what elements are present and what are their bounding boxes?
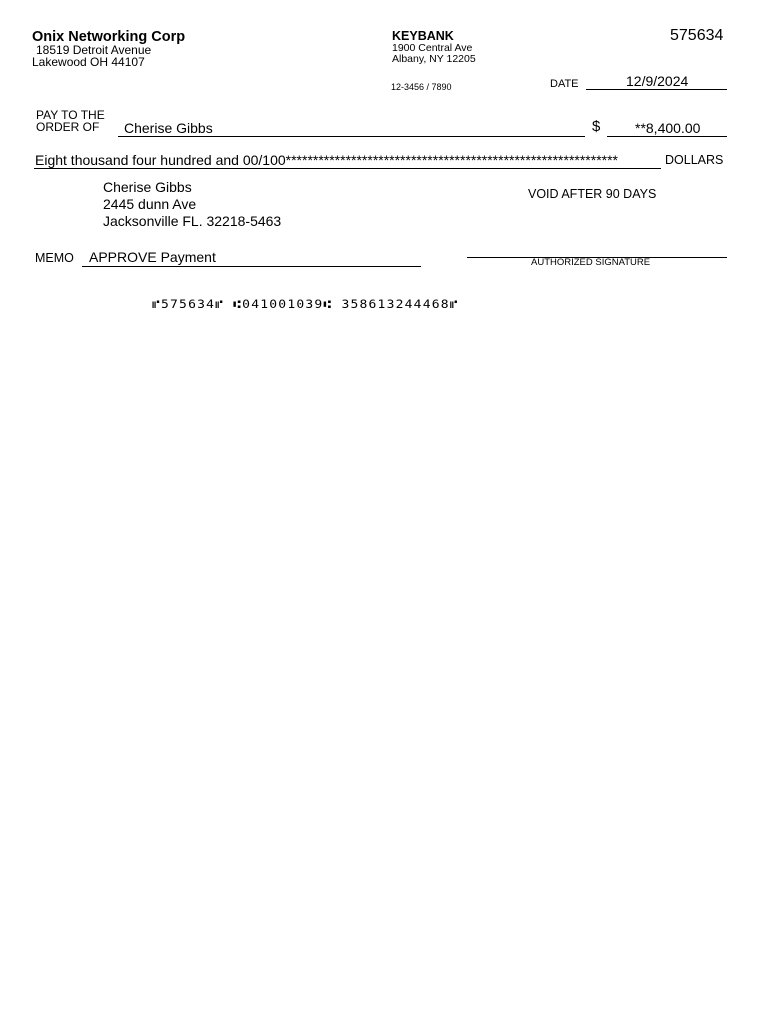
date-underline bbox=[586, 89, 727, 90]
date-value: 12/9/2024 bbox=[626, 73, 689, 89]
memo-value: APPROVE Payment bbox=[89, 249, 216, 265]
amount-value: **8,400.00 bbox=[635, 120, 701, 136]
payee-name: Cherise Gibbs bbox=[124, 120, 213, 136]
bank-name: KEYBANK bbox=[392, 29, 454, 43]
memo-label: MEMO bbox=[35, 251, 74, 265]
recipient-name: Cherise Gibbs bbox=[103, 179, 192, 195]
amount-in-words: Eight thousand four hundred and 00/100************************************************************* bbox=[35, 152, 618, 168]
amount-words-underline bbox=[34, 168, 661, 169]
date-label: DATE bbox=[550, 78, 579, 90]
void-notice: VOID AFTER 90 DAYS bbox=[528, 187, 657, 201]
payer-address-line2: Lakewood OH 44107 bbox=[32, 55, 145, 69]
payer-address-line1: 18519 Detroit Avenue bbox=[36, 43, 152, 57]
amount-underline bbox=[607, 136, 727, 137]
payer-name: Onix Networking Corp bbox=[32, 29, 186, 45]
recipient-street: 2445 dunn Ave bbox=[103, 196, 197, 212]
bank-address-line1: 1900 Central Ave bbox=[392, 42, 473, 54]
micr-line: ⑈575634⑈ ⑆041001039⑆ 358613244468⑈ bbox=[152, 298, 459, 312]
dollars-label: DOLLARS bbox=[665, 153, 724, 167]
check-number: 575634 bbox=[670, 27, 724, 44]
currency-symbol: $ bbox=[592, 118, 601, 135]
pay-to-label-line2: ORDER OF bbox=[36, 120, 100, 134]
recipient-city-state-zip: Jacksonville FL. 32218-5463 bbox=[103, 213, 282, 229]
bank-address-line2: Albany, NY 12205 bbox=[392, 53, 476, 65]
memo-underline bbox=[82, 266, 421, 267]
signature-label: AUTHORIZED SIGNATURE bbox=[531, 257, 651, 268]
routing-fraction: 12-3456 / 7890 bbox=[391, 82, 452, 92]
payee-underline bbox=[118, 136, 585, 137]
pay-to-label-line1: PAY TO THE bbox=[36, 108, 105, 122]
